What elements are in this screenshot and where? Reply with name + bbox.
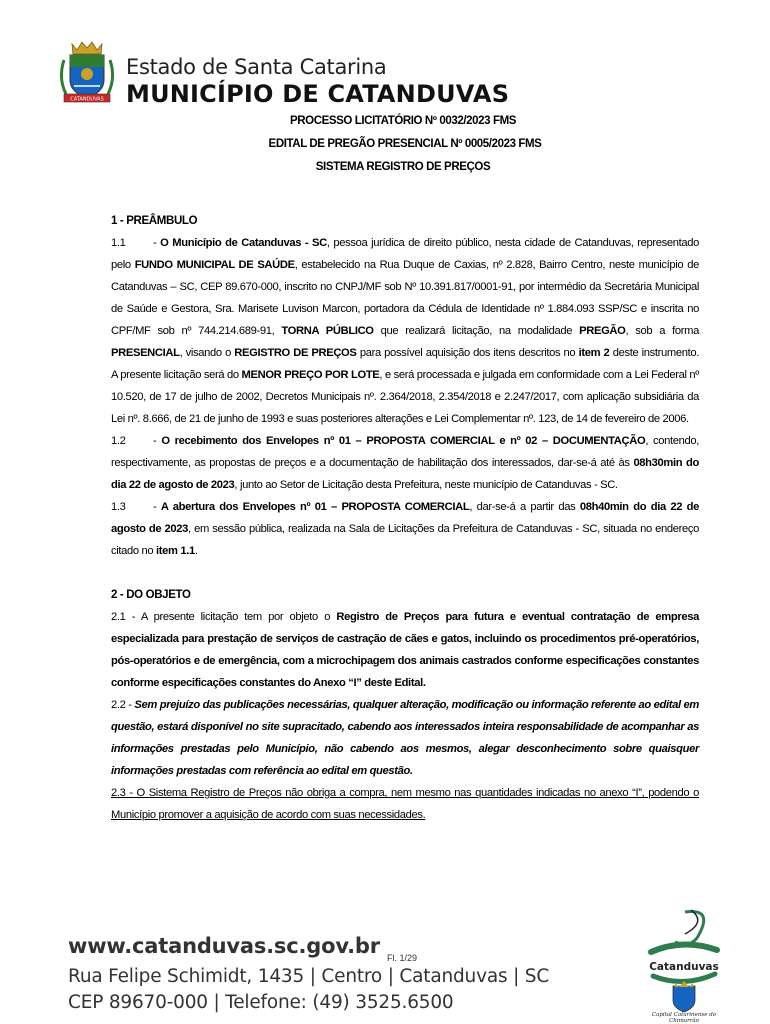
- paragraph-1-2: 1.2 - O recebimento dos Envelopes nº 01 – PROPOSTA COMERCIAL e nº 02 – DOCUMENTAÇÃO, contendo, respectivamente, as propostas de preços e a documentação de habilitação dos interessados, dar-se-á até às 08h30min do dia 22 de agosto de 2023, junto ao Setor de Licitação desta Prefeitura, neste município de Catanduvas - SC.: [111, 430, 699, 496]
- document-body: [111, 210, 699, 826]
- section-heading: 2 - DO OBJETO: [111, 589, 191, 601]
- paragraph-number: 1.2: [111, 435, 126, 447]
- process-number: PROCESSO LICITATÓRIO Nº 0032/2023 FMS: [289, 115, 517, 127]
- logo-tagline: Capital Catarinense do Chimarrão: [651, 1012, 717, 1022]
- footer-contact: CEP 89670-000 | Telefone: (49) 3525.6500: [68, 992, 454, 1013]
- paragraph-1-1: 1.1 - O Município de Catanduvas - SC, pessoa jurídica de direito público, nesta cidade de Catanduvas, representado pelo FUNDO MUNICIPAL DE SAÚDE, estabelecido na Rua Duque de Caxias, nº 2.828, Bairro Centro, neste município de Catanduvas – SC, CEP 89.670-000, inscrito no CNPJ/MF sob Nº 10.391.817/0001-91, por intermédio da Secretária Municipal de Saúde e Gestora, Sra. Marisete Luvison Marcon, portadora da Cédula de Identidade nº 1.884.093 SSP/SC e inscrita no CPF/MF sob nº 744.214.689-91, TORNA PÚBLICO que realizará licitação, na modalidade PREGÃO, sob a forma PRESENCIAL, visando o REGISTRO DE PREÇOS para possível aquisição dos itens descritos no item 2 deste instrumento. A presente licitação será do MENOR PREÇO POR LOTE, e será processada e julgada em conformidade com a Lei Federal nº 10.520, de 17 de julho de 2002, Decretos Municipais nº. 2.364/2018, 2.354/2018 e 2.247/2017, com aplicação subsidiária da Lei nº. 8.666, de 21 de junho de 1993 e suas posteriores alterações e Lei Complementar nº. 123, de 14 de fevereiro de 2006.: [111, 232, 699, 430]
- municipality-name: MUNICÍPIO DE CATANDUVAS: [126, 80, 510, 108]
- page-folio: Fl. 1/29: [387, 953, 418, 963]
- document-titles: [0, 110, 770, 179]
- footer-address: Rua Felipe Schimidt, 1435 | Centro | Catanduvas | SC: [68, 966, 550, 987]
- section-object: [111, 584, 699, 826]
- crest-banner-text: CATANDUVAS: [70, 96, 104, 103]
- logo-name-text: Catanduvas: [649, 961, 719, 973]
- footer-website: www.catanduvas.sc.gov.br: [68, 934, 380, 958]
- paragraph-number: 1.3: [111, 501, 126, 513]
- catanduvas-city-logo-icon: [645, 908, 723, 1022]
- edital-number: EDITAL DE PREGÃO PRESENCIAL Nº 0005/2023 FMS: [268, 138, 542, 150]
- system-title: SISTEMA REGISTRO DE PREÇOS: [315, 161, 491, 173]
- paragraph-1-3: 1.3 - A abertura dos Envelopes nº 01 – PROPOSTA COMERCIAL, dar-se-á a partir das 08h40min do dia 22 de agosto de 2023, em sessão pública, realizada na Sala de Licitações da Prefeitura de Catanduvas - SC, situada no endereço citado no item 1.1.: [111, 496, 699, 562]
- section-preamble: [111, 210, 699, 562]
- paragraph-number: 1.1: [111, 237, 126, 249]
- paragraph-2-2: 2.2 - Sem prejuízo das publicações necessárias, qualquer alteração, modificação ou informação referente ao edital em questão, estará disponível no site supracitado, cabendo aos interessados inteira responsabilidade de acompanhar as informações prestadas pelo Município, não cabendo aos mesmos, alegar desconhecimento sobre quaisquer informações prestadas com referência ao edital em questão.: [111, 699, 700, 777]
- state-name: Estado de Santa Catarina: [126, 55, 387, 79]
- paragraph-2-3: 2.3 - O Sistema Registro de Preços não obriga a compra, nem mesmo nas quantidades indicadas no anexo “I”, podendo o Município promover a aquisição de acordo com suas necessidades.: [111, 787, 699, 821]
- paragraph-2-1: 2.1 - A presente licitação tem por objeto o Registro de Preços para futura e eventual contratação de empresa especializada para prestação de serviços de castração de cães e gatos, incluindo os procedimentos pré-operatórios, pós-operatórios e de emergência, com a microchipagem dos animais castrados conforme especificações constantes conforme especificações constantes do Anexo “I” deste Edital.: [111, 611, 699, 689]
- municipal-crest-icon: [56, 38, 118, 104]
- section-heading: 1 - PREÂMBULO: [111, 215, 198, 227]
